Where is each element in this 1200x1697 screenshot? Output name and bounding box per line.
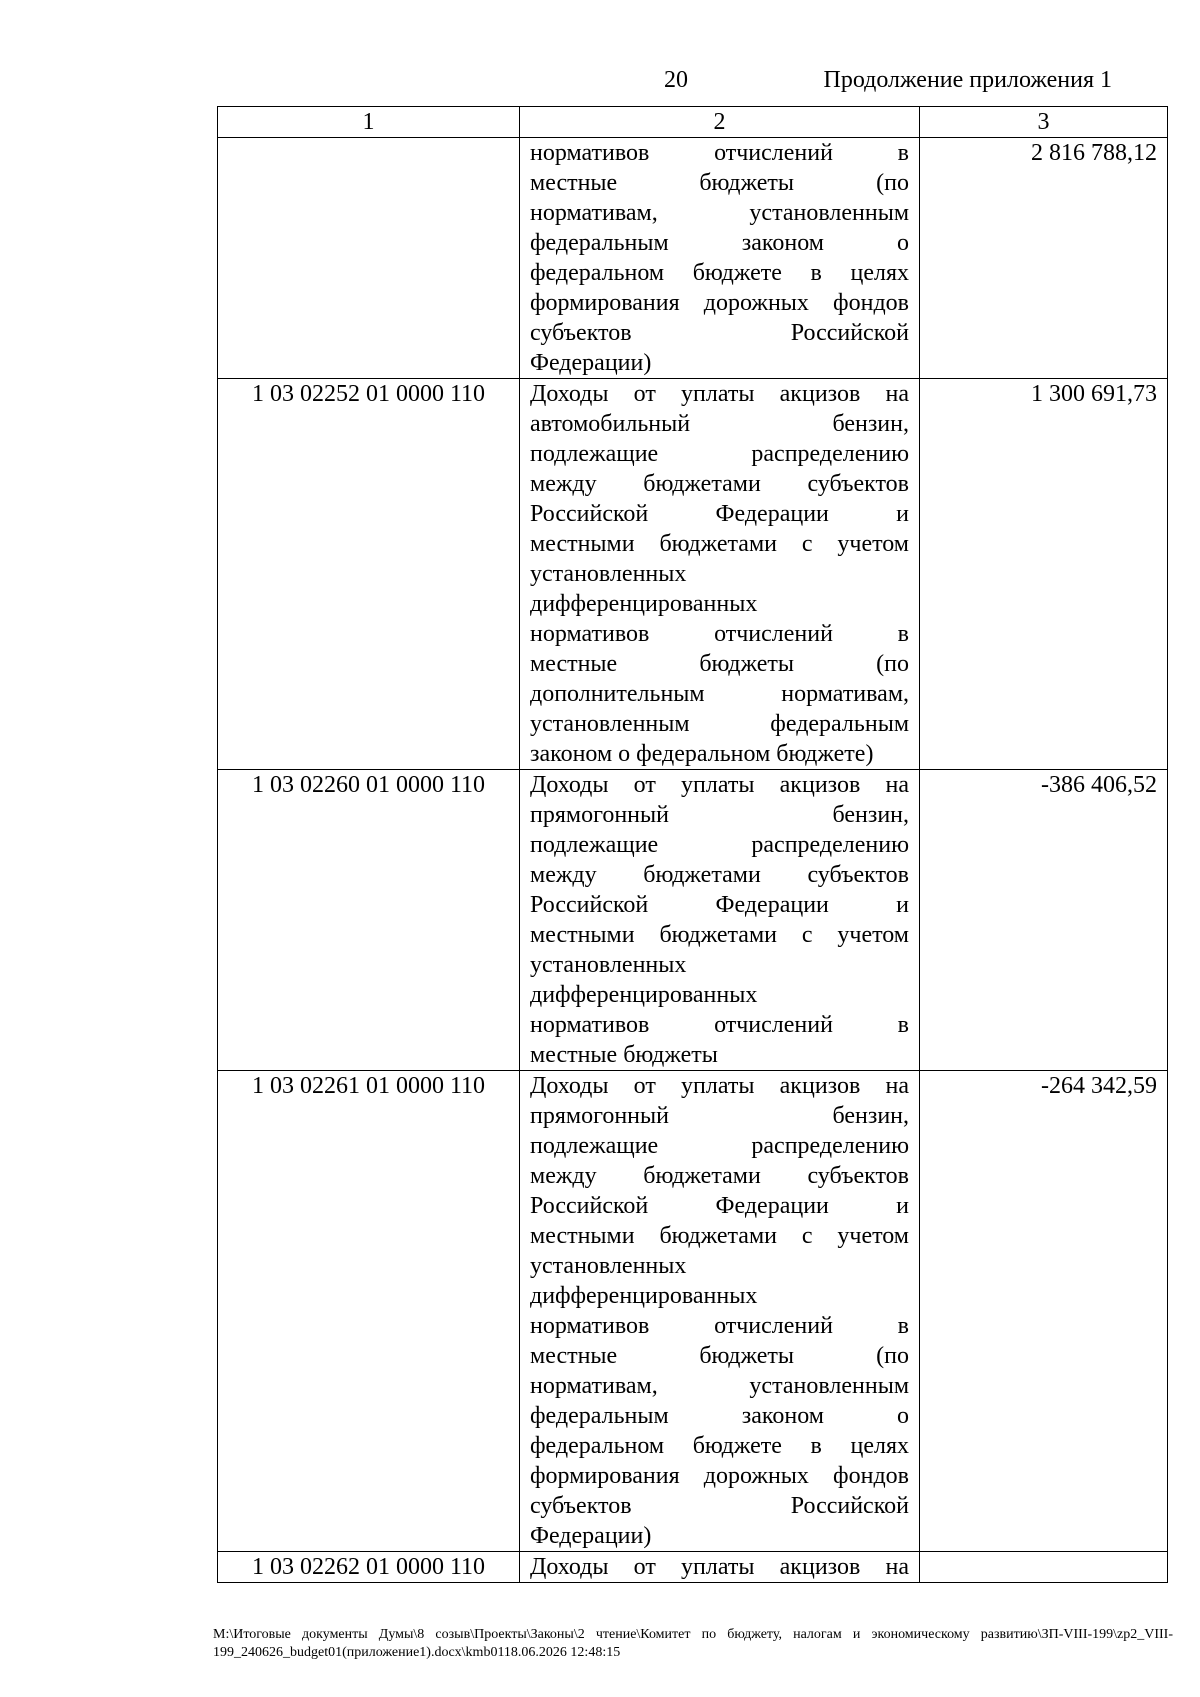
revenue-name-line: нормативов отчислений в [530, 1313, 909, 1339]
revenue-name-line: подлежащие распределению [530, 1133, 909, 1159]
revenue-name-line: местные бюджеты (по [530, 1343, 909, 1369]
revenue-name-line: дифференцированных [530, 982, 758, 1008]
amount-cell: 1 300 691,73 [920, 379, 1168, 770]
revenue-name-line: нормативов отчислений в [530, 140, 909, 166]
revenue-code-cell: 1 03 02261 01 0000 110 [218, 1071, 520, 1552]
revenue-name-line: формирования дорожных фондов [530, 290, 909, 316]
revenue-name-cell [520, 138, 920, 379]
revenue-name-line: автомобильный бензин, [530, 411, 909, 437]
revenue-name-cell [520, 379, 920, 770]
revenue-name-line: установленных [530, 952, 687, 978]
table-header-row [218, 107, 1168, 138]
revenue-name-line: прямогонный бензин, [530, 1103, 909, 1129]
revenue-name-line: между бюджетами субъектов [530, 1163, 909, 1189]
revenue-code-cell: 1 03 02260 01 0000 110 [218, 770, 520, 1071]
revenue-name-line: Федерации) [530, 350, 652, 376]
revenue-name-line: федеральным законом о [530, 1403, 909, 1429]
column-header-3: 3 [920, 107, 1168, 138]
revenue-name-line: подлежащие распределению [530, 832, 909, 858]
revenue-name-line: субъектов Российской [530, 1493, 909, 1519]
page-number: 20 [664, 67, 688, 93]
table-row [218, 379, 1168, 770]
revenue-name-line: субъектов Российской [530, 320, 909, 346]
revenue-code-cell [218, 138, 520, 379]
amount-cell: 2 816 788,12 [920, 138, 1168, 379]
revenue-name-line: установленных [530, 1253, 687, 1279]
revenue-name-line: Российской Федерации и [530, 1193, 909, 1219]
revenue-name-line: Доходы от уплаты акцизов на [530, 772, 909, 798]
revenue-name-line: нормативов отчислений в [530, 1012, 909, 1038]
revenue-name-line: местные бюджеты (по [530, 651, 909, 677]
revenue-name-cell [520, 770, 920, 1071]
revenue-name-line: дифференцированных [530, 1283, 758, 1309]
revenue-name-line: местные бюджеты (по [530, 170, 909, 196]
revenue-name-line: между бюджетами субъектов [530, 862, 909, 888]
revenue-name-line: формирования дорожных фондов [530, 1463, 909, 1489]
revenue-name-line: федеральным законом о [530, 230, 909, 256]
revenue-name-line: законом о федеральном бюджете) [530, 741, 874, 767]
revenue-name-line: федеральном бюджете в целях [530, 1433, 909, 1459]
revenue-name-line: установленным федеральным [530, 711, 909, 737]
revenue-name-line: установленных [530, 561, 687, 587]
revenue-name-line: нормативам, установленным [530, 1373, 909, 1399]
revenue-name-line: прямогонный бензин, [530, 802, 909, 828]
revenue-code-cell: 1 03 02262 01 0000 110 [218, 1552, 520, 1583]
table-body [218, 138, 1168, 1583]
column-header-2: 2 [520, 107, 920, 138]
revenue-name-line: местными бюджетами с учетом [530, 1223, 909, 1249]
revenue-name-line: дифференцированных [530, 591, 758, 617]
revenue-name-line: местные бюджеты [530, 1042, 718, 1068]
revenue-name-line: подлежащие распределению [530, 441, 909, 467]
revenue-name-line: между бюджетами субъектов [530, 471, 909, 497]
document-file-path: M:\Итоговые документы Думы\8 созыв\Проекты\Законы\2 чтение\Комитет по бюджету, налогам и экономическому развитию\ЗП-VIII-199\zp2_VIII-199_240626_budget01(приложение1).docx\kmb0118.06.2026 12:48:15 [213, 1627, 1173, 1660]
revenue-name-line: дополнительным нормативам, [530, 681, 909, 707]
revenue-name-line: нормативам, установленным [530, 200, 909, 226]
revenue-name-line: местными бюджетами с учетом [530, 922, 909, 948]
revenue-name-line: нормативов отчислений в [530, 621, 909, 647]
revenue-name-line: Доходы от уплаты акцизов на [530, 1073, 909, 1099]
revenue-name-line: Доходы от уплаты акцизов на [530, 381, 909, 407]
amount-cell [920, 1552, 1168, 1583]
revenue-name-line: местными бюджетами с учетом [530, 531, 909, 557]
table-row [218, 770, 1168, 1071]
revenue-name-line: федеральном бюджете в целях [530, 260, 909, 286]
amount-cell: -386 406,52 [920, 770, 1168, 1071]
revenue-name-line: Федерации) [530, 1523, 652, 1549]
column-header-1: 1 [218, 107, 520, 138]
amount-cell: -264 342,59 [920, 1071, 1168, 1552]
appendix-continuation-caption: Продолжение приложения 1 [823, 67, 1112, 93]
revenue-name-cell [520, 1552, 920, 1583]
table-row [218, 138, 1168, 379]
revenue-code-cell: 1 03 02252 01 0000 110 [218, 379, 520, 770]
revenue-name-cell [520, 1071, 920, 1552]
table-row [218, 1552, 1168, 1583]
revenue-name-line: Российской Федерации и [530, 892, 909, 918]
budget-revenue-table [217, 106, 1168, 1583]
revenue-name-line: Доходы от уплаты акцизов на [530, 1554, 909, 1580]
table-row [218, 1071, 1168, 1552]
revenue-name-line: Российской Федерации и [530, 501, 909, 527]
